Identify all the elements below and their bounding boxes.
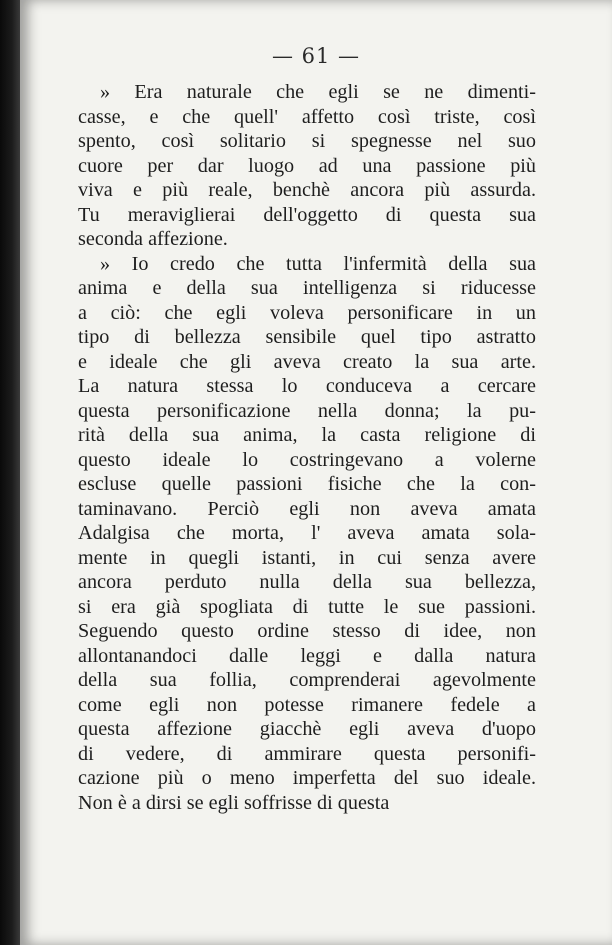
text-line: allontanandoci dalle leggi e dalla natura (78, 644, 536, 667)
text-line: anima e della sua intelligenza si riducesse (78, 277, 536, 299)
book-spine (0, 0, 20, 945)
book-page (20, 0, 612, 945)
text-line: questa affezione giacchè egli aveva d'uopo (78, 718, 536, 740)
text-line: Non è a dirsi se egli soffrisse di questa (78, 791, 390, 814)
text-line: mente in quegli istanti, in cui senza avere (78, 546, 536, 569)
text-line: Seguendo questo ordine stesso di idee, non (78, 620, 536, 642)
text-line: seconda affezione. (78, 228, 228, 250)
text-line: ancora perduto nulla della sua bellezza, (78, 571, 536, 593)
text-line: della sua follia, comprenderai agevolmente (78, 669, 536, 691)
text-line: a ciò: che egli voleva personificare in un (78, 301, 536, 324)
text-line: » Io credo che tutta l'infermità della sua (100, 252, 536, 275)
text-line: escluse quelle passioni fisiche che la con- (78, 473, 536, 495)
text-line: Adalgisa che morta, l' aveva amata sola- (78, 522, 536, 544)
text-line: rità della sua anima, la casta religione di (78, 424, 536, 446)
text-line: questa personificazione nella donna; la pu- (78, 399, 536, 422)
text-line: cuore per dar luogo ad una passione più (78, 154, 536, 177)
text-line: questo ideale lo costringevano a volerne (78, 448, 536, 471)
text-line: casse, e che quell' affetto così triste, così (78, 105, 536, 128)
text-line: cazione più o meno imperfetta del suo ideale. (78, 767, 536, 789)
body-text (78, 80, 536, 815)
text-line: spento, così solitario si spegnesse nel suo (78, 130, 536, 152)
text-line: viva e più reale, benchè ancora più assurda. (78, 179, 536, 201)
text-line: come egli non potesse rimanere fedele a (78, 693, 536, 716)
text-line: La natura stessa lo conduceva a cercare (78, 375, 536, 397)
text-line: tipo di bellezza sensibile quel tipo astratto (78, 326, 536, 348)
page-number: — 61 — (271, 44, 361, 68)
text-line: e ideale che gli aveva creato la sua arte. (78, 350, 536, 373)
text-line: di vedere, di ammirare questa personifi- (78, 742, 536, 765)
text-line: Tu meraviglierai dell'oggetto di questa sua (78, 203, 536, 226)
text-line: » Era naturale che egli se ne dimenti- (100, 81, 536, 103)
text-line: taminavano. Perciò egli non aveva amata (78, 497, 536, 520)
text-line: si era già spogliata di tutte le sue passioni. (78, 595, 536, 618)
